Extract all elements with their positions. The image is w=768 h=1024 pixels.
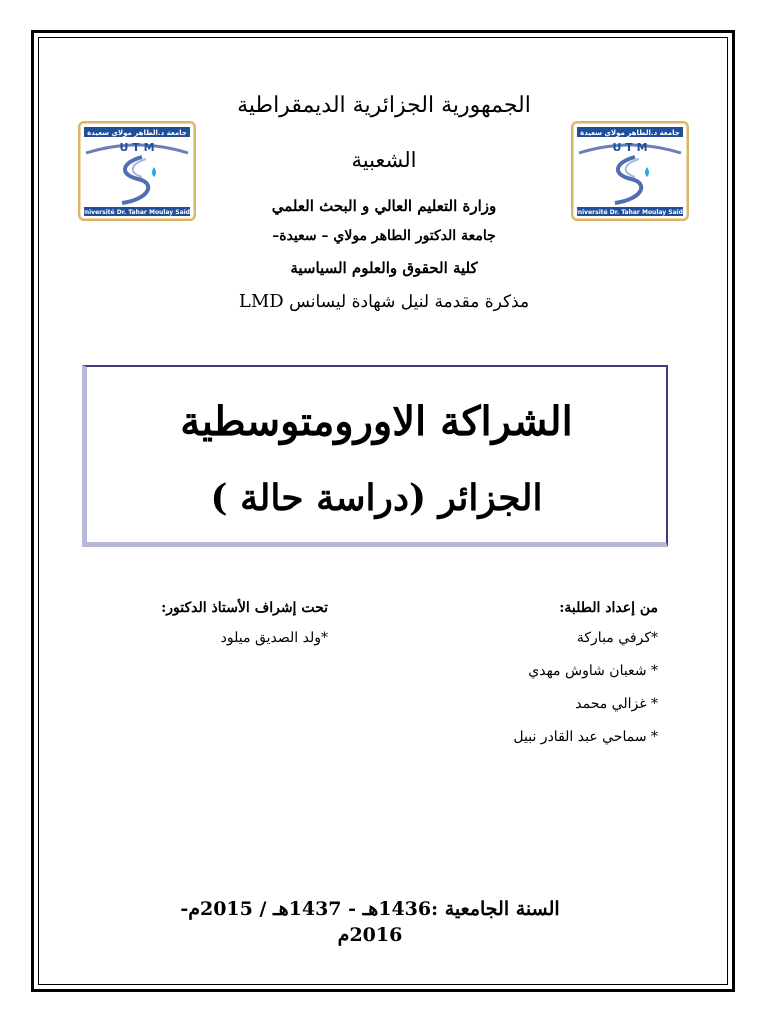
faculty-name: كلية الحقوق والعلوم السياسية [290, 259, 478, 277]
supervisor-label: تحت إشراف الأستاذ الدكتور: [161, 600, 328, 616]
logo-arabic-text: جامعة د.الطاهر مولاي سعيدة [87, 129, 187, 137]
logo-french-text: Université Dr. Tahar Moulay Saïda [80, 209, 194, 216]
university-logo-emblem [573, 123, 687, 219]
logo-letters: U T M [612, 141, 648, 154]
logo-letters: U T M [119, 141, 155, 154]
academic-year: السنة الجامعية :1436هـ - 1437هـ / 2015م- 2016م [180, 898, 560, 946]
thesis-title-line-1: الشراكة الاورومتوسطية [180, 398, 573, 445]
ministry-name: وزارة التعليم العالي و البحث العلمي [271, 197, 497, 215]
university-logo-emblem [80, 123, 194, 219]
supervisor-name: *ولد الصديق ميلود [220, 630, 328, 646]
degree-code: LMD [238, 291, 284, 312]
student-name: * سماحي عبد القادر نبيل [513, 729, 658, 745]
logo-french-text: Université Dr. Tahar Moulay Saïda [573, 209, 687, 216]
students-label: من إعداد الطلبة: [559, 600, 658, 616]
student-name: * غزالي محمد [575, 696, 658, 712]
student-name: * شعبان شاوش مهدي [528, 663, 658, 679]
logo-arabic-text: جامعة د.الطاهر مولاي سعيدة [580, 129, 680, 137]
university-logo-right [571, 121, 689, 221]
thesis-title-box [82, 365, 668, 547]
thesis-title-line-2: الجزائر (دراسة حالة ) [210, 477, 543, 519]
supervisor-section [108, 598, 328, 648]
degree-text: مذكرة مقدمة لنيل شهادة ليسانس [289, 292, 530, 312]
degree-line [200, 290, 568, 314]
university-logo-left [78, 121, 196, 221]
republic-line-2: الشعبية [351, 148, 417, 172]
university-name: جامعة الدكتور الطاهر مولاي – سعيدة– [272, 228, 496, 244]
student-name: *كرفي مباركة [576, 630, 658, 646]
republic-line-1: الجمهورية الجزائرية الديمقراطية [237, 93, 531, 118]
students-section [408, 598, 658, 760]
